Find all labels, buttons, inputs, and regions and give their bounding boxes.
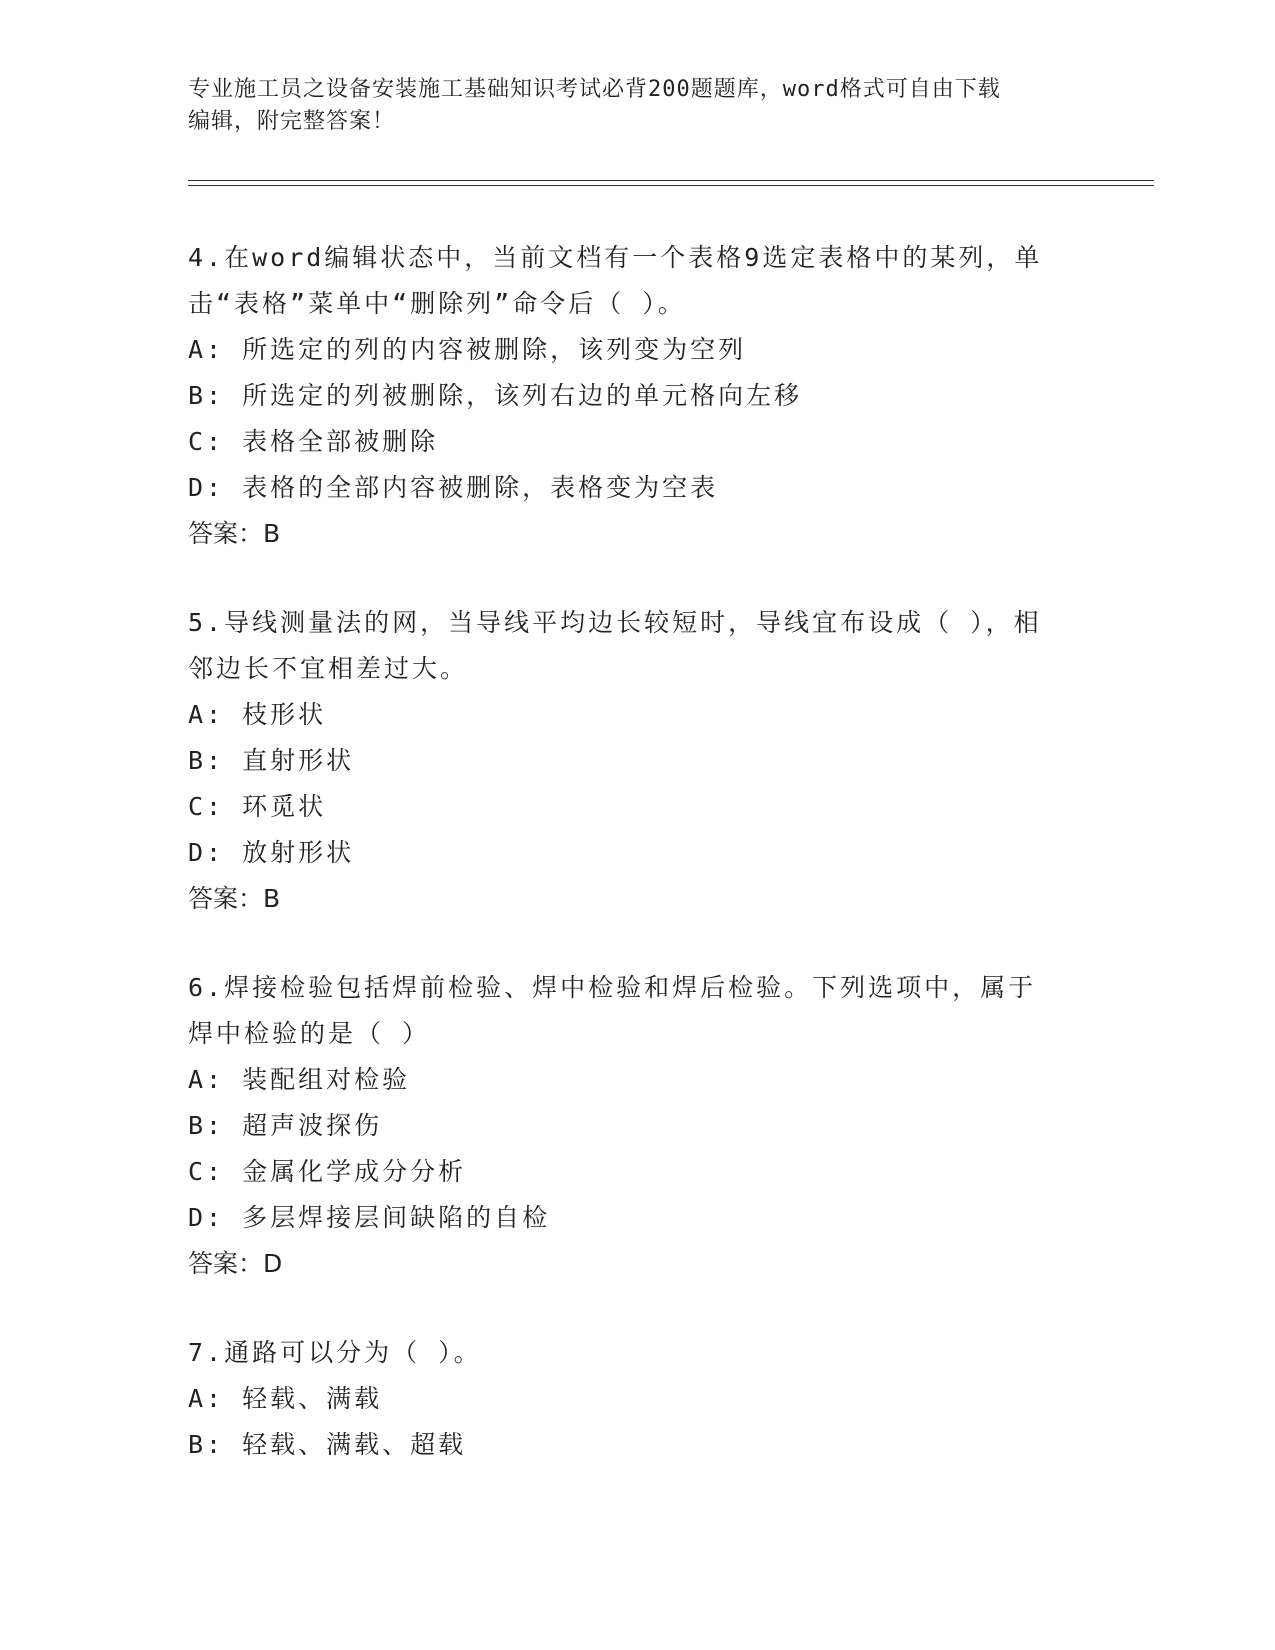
option-d: D: 多层焊接层间缺陷的自检: [188, 1203, 551, 1232]
option-c: C: 金属化学成分分析: [188, 1157, 467, 1186]
question-stem-line-1: 6.焊接检验包括焊前检验、焊中检验和焊后检验。下列选项中，属于: [188, 973, 1037, 1002]
question-4: [188, 235, 1088, 557]
question-stem-line-2: 击“表格”菜单中“删除列”命令后（ ）。: [188, 289, 686, 318]
question-stem-line-1: 5.导线测量法的网，当导线平均边长较短时，导线宜布设成（ ），相: [188, 608, 1042, 637]
option-d: D: 放射形状: [188, 838, 355, 867]
question-7: [188, 1330, 1088, 1468]
question-stem-line-1: 4.在word编辑状态中，当前文档有一个表格9选定表格中的某列，单: [188, 243, 1043, 272]
question-stem-line-2: 焊中检验的是（ ）: [188, 1019, 431, 1048]
answer: 答案：B: [188, 519, 281, 548]
question-5: [188, 600, 1088, 922]
header-divider-bottom: [188, 185, 1154, 186]
question-stem-line-2: 邻边长不宜相差过大。: [188, 654, 469, 683]
answer: 答案：D: [188, 1249, 283, 1278]
option-b: B: 超声波探伤: [188, 1111, 383, 1140]
option-b: B: 所选定的列被删除，该列右边的单元格向左移: [188, 381, 803, 410]
question-6: [188, 965, 1088, 1287]
header-title-line-1: 专业施工员之设备安装施工基础知识考试必背200题题库，word格式可自由下载: [188, 77, 1001, 102]
option-a: A: 所选定的列的内容被删除，该列变为空列: [188, 335, 747, 364]
option-a: A: 枝形状: [188, 700, 327, 729]
option-d: D: 表格的全部内容被删除，表格变为空表: [188, 473, 719, 502]
option-a: A: 装配组对检验: [188, 1065, 411, 1094]
question-stem-line-1: 7.通路可以分为（ ）。: [188, 1338, 482, 1367]
option-a: A: 轻载、满载: [188, 1384, 383, 1413]
option-c: C: 表格全部被删除: [188, 427, 439, 456]
answer: 答案：B: [188, 884, 281, 913]
header-title-line-2: 编辑，附完整答案！: [188, 109, 396, 134]
option-c: C: 环觅状: [188, 792, 327, 821]
document-header: [188, 74, 1068, 138]
option-b: B: 直射形状: [188, 746, 355, 775]
option-b: B: 轻载、满载、超载: [188, 1430, 467, 1459]
header-divider-top: [188, 180, 1154, 181]
